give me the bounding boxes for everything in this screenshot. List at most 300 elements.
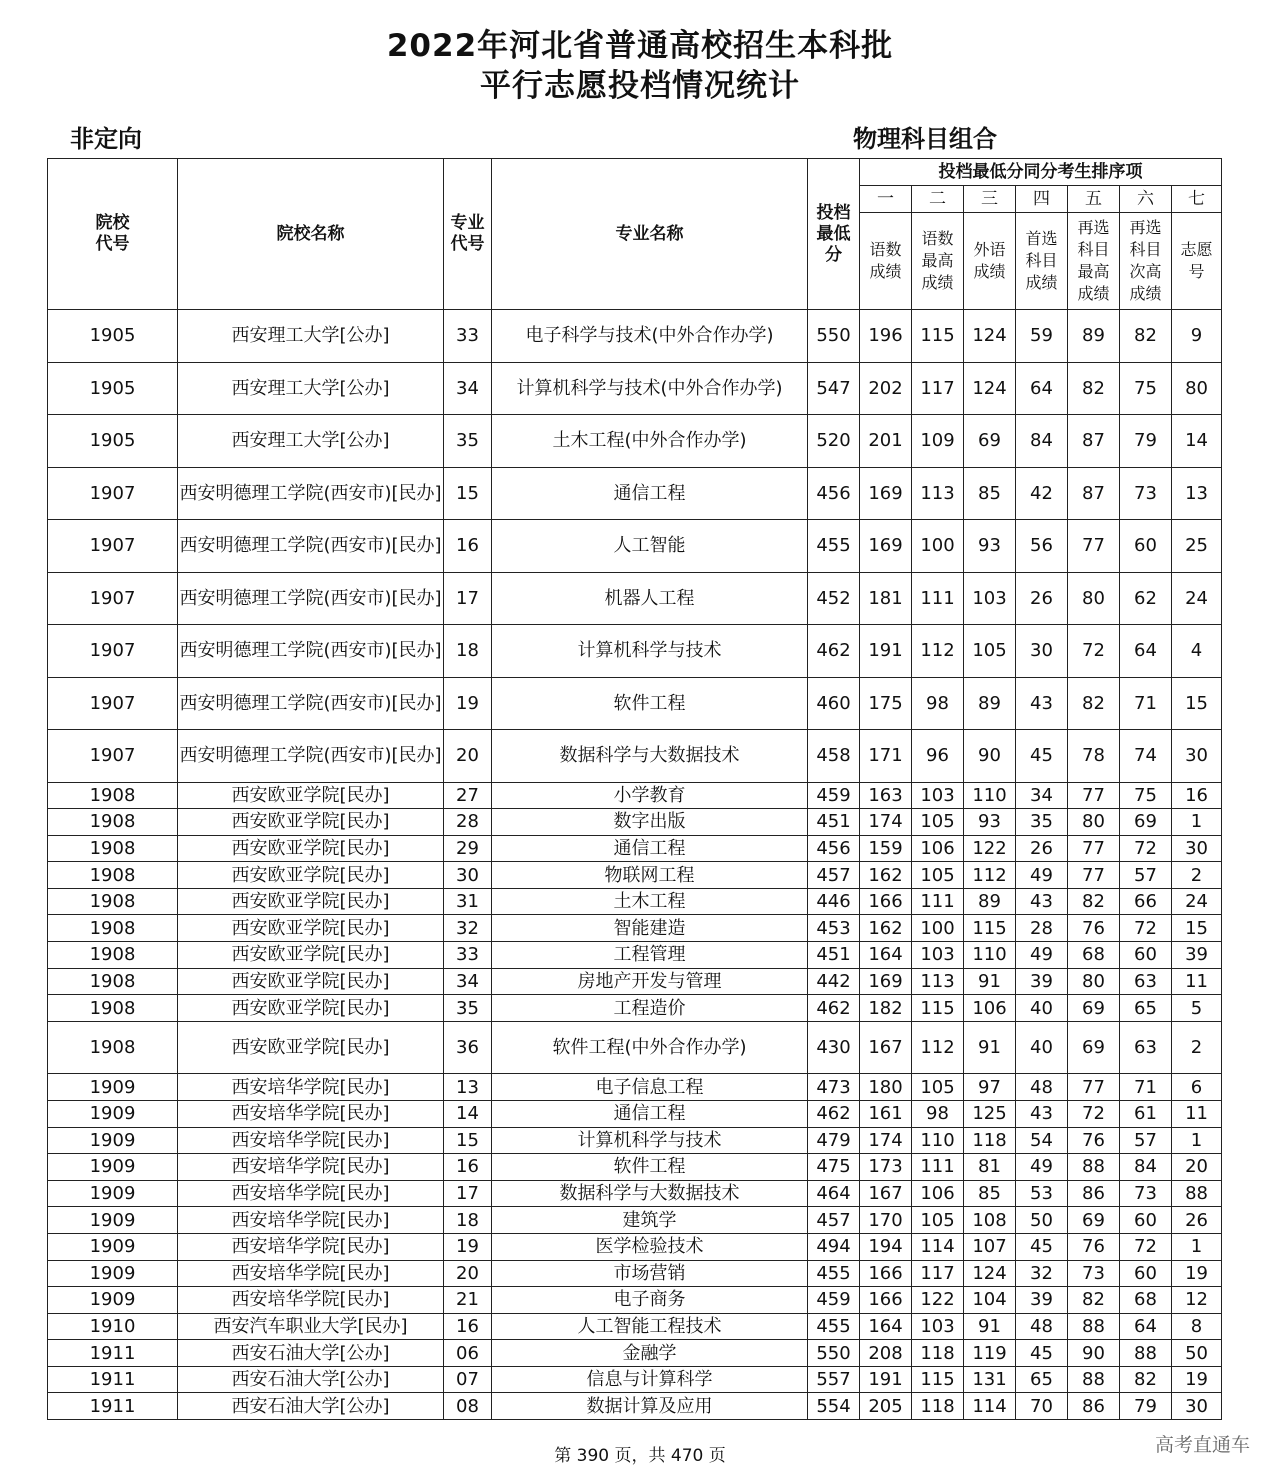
cell-score-7: 16 [1172, 782, 1222, 809]
cell-major-name: 土木工程 [492, 888, 808, 915]
cell-score-5: 87 [1068, 415, 1120, 468]
cell-score-5: 72 [1068, 1100, 1120, 1127]
cell-school-code: 1905 [48, 415, 178, 468]
cell-score-2: 105 [912, 809, 964, 836]
table-row [48, 1260, 1222, 1287]
cell-min-score: 464 [808, 1180, 860, 1207]
cell-score-4: 49 [1016, 942, 1068, 969]
cell-score-7: 13 [1172, 467, 1222, 520]
cell-score-6: 69 [1120, 809, 1172, 836]
cell-score-6: 63 [1120, 968, 1172, 995]
cell-score-6: 79 [1120, 415, 1172, 468]
page-footer: 第 390 页，共 470 页 [554, 1446, 726, 1466]
cell-min-score: 456 [808, 467, 860, 520]
cell-score-5: 72 [1068, 625, 1120, 678]
header-sub-7: 志愿号 [1172, 213, 1222, 310]
cell-score-2: 112 [912, 1021, 964, 1074]
header-num-2: 二 [912, 186, 964, 213]
cell-score-5: 73 [1068, 1260, 1120, 1287]
cell-score-6: 60 [1120, 1207, 1172, 1234]
cell-score-6: 75 [1120, 782, 1172, 809]
table-row [48, 862, 1222, 889]
cell-score-2: 111 [912, 572, 964, 625]
cell-score-3: 85 [964, 1180, 1016, 1207]
table-row [48, 520, 1222, 573]
watermark: 高考直通车 [1154, 1434, 1250, 1456]
cell-score-3: 93 [964, 520, 1016, 573]
cell-score-1: 167 [860, 1021, 912, 1074]
cell-score-4: 48 [1016, 1313, 1068, 1340]
cell-score-4: 40 [1016, 1021, 1068, 1074]
cell-score-6: 73 [1120, 1180, 1172, 1207]
cell-major-name: 小学教育 [492, 782, 808, 809]
cell-min-score: 547 [808, 362, 860, 415]
cell-score-4: 26 [1016, 572, 1068, 625]
cell-min-score: 459 [808, 1287, 860, 1314]
cell-score-4: 64 [1016, 362, 1068, 415]
table-row [48, 730, 1222, 783]
cell-score-5: 77 [1068, 1074, 1120, 1101]
cell-major-name: 金融学 [492, 1340, 808, 1367]
cell-score-2: 115 [912, 1366, 964, 1393]
cell-score-5: 80 [1068, 968, 1120, 995]
header-sub-3: 外语成绩 [964, 213, 1016, 310]
cell-major-code: 17 [444, 572, 492, 625]
cell-major-code: 31 [444, 888, 492, 915]
cell-major-code: 19 [444, 1233, 492, 1260]
cell-score-5: 69 [1068, 995, 1120, 1022]
cell-score-6: 79 [1120, 1393, 1172, 1420]
cell-major-code: 19 [444, 677, 492, 730]
cell-major-name: 土木工程(中外合作办学) [492, 415, 808, 468]
header-sub-5: 再选科目最高成绩 [1068, 213, 1120, 310]
cell-school-code: 1909 [48, 1154, 178, 1181]
table-row [48, 1366, 1222, 1393]
cell-min-score: 455 [808, 1260, 860, 1287]
cell-school-name: 西安欧亚学院[民办] [178, 915, 444, 942]
cell-score-4: 32 [1016, 1260, 1068, 1287]
cell-major-name: 工程管理 [492, 942, 808, 969]
cell-score-1: 174 [860, 1127, 912, 1154]
cell-major-code: 18 [444, 625, 492, 678]
cell-score-1: 180 [860, 1074, 912, 1101]
cell-major-code: 20 [444, 730, 492, 783]
cell-score-1: 169 [860, 520, 912, 573]
cell-school-name: 西安汽车职业大学[民办] [178, 1313, 444, 1340]
cell-score-1: 164 [860, 942, 912, 969]
cell-score-7: 11 [1172, 968, 1222, 995]
cell-school-name: 西安培华学院[民办] [178, 1260, 444, 1287]
cell-score-2: 113 [912, 968, 964, 995]
cell-min-score: 462 [808, 995, 860, 1022]
cell-school-name: 西安培华学院[民办] [178, 1287, 444, 1314]
cell-score-7: 30 [1172, 730, 1222, 783]
cell-score-6: 57 [1120, 862, 1172, 889]
table-row [48, 1393, 1222, 1420]
cell-score-7: 80 [1172, 362, 1222, 415]
cell-school-name: 西安明德理工学院(西安市)[民办] [178, 677, 444, 730]
cell-school-name: 西安石油大学[公办] [178, 1340, 444, 1367]
cell-score-7: 5 [1172, 995, 1222, 1022]
cell-major-code: 28 [444, 809, 492, 836]
cell-school-name: 西安培华学院[民办] [178, 1180, 444, 1207]
cell-major-code: 29 [444, 835, 492, 862]
cell-major-code: 15 [444, 467, 492, 520]
cell-score-7: 12 [1172, 1287, 1222, 1314]
cell-score-5: 77 [1068, 520, 1120, 573]
header-num-4: 四 [1016, 186, 1068, 213]
cell-score-6: 73 [1120, 467, 1172, 520]
table-body [48, 310, 1222, 1420]
cell-score-4: 48 [1016, 1074, 1068, 1101]
cell-score-3: 97 [964, 1074, 1016, 1101]
table-row [48, 1074, 1222, 1101]
cell-score-3: 89 [964, 677, 1016, 730]
cell-score-6: 71 [1120, 677, 1172, 730]
table-row [48, 1100, 1222, 1127]
cell-score-7: 19 [1172, 1260, 1222, 1287]
cell-score-1: 181 [860, 572, 912, 625]
cell-score-4: 50 [1016, 1207, 1068, 1234]
cell-min-score: 462 [808, 1100, 860, 1127]
cell-score-4: 54 [1016, 1127, 1068, 1154]
cell-score-5: 82 [1068, 888, 1120, 915]
header-num-3: 三 [964, 186, 1016, 213]
cell-school-code: 1908 [48, 862, 178, 889]
cell-score-2: 111 [912, 1154, 964, 1181]
cell-score-3: 119 [964, 1340, 1016, 1367]
cell-score-3: 122 [964, 835, 1016, 862]
header-tiebreak-group: 投档最低分同分考生排序项 [860, 159, 1222, 186]
category-label: 非定向 [70, 125, 142, 153]
cell-school-name: 西安欧亚学院[民办] [178, 888, 444, 915]
header-major-name: 专业名称 [492, 159, 808, 310]
cell-school-name: 西安欧亚学院[民办] [178, 782, 444, 809]
cell-score-3: 91 [964, 1313, 1016, 1340]
cell-score-3: 124 [964, 310, 1016, 363]
cell-score-1: 162 [860, 915, 912, 942]
cell-score-5: 88 [1068, 1313, 1120, 1340]
cell-school-name: 西安培华学院[民办] [178, 1207, 444, 1234]
cell-score-6: 65 [1120, 995, 1172, 1022]
cell-major-name: 通信工程 [492, 467, 808, 520]
cell-score-6: 62 [1120, 572, 1172, 625]
cell-score-5: 87 [1068, 467, 1120, 520]
cell-major-name: 市场营销 [492, 1260, 808, 1287]
cell-score-7: 1 [1172, 1233, 1222, 1260]
cell-score-2: 96 [912, 730, 964, 783]
cell-score-7: 1 [1172, 809, 1222, 836]
cell-major-name: 软件工程(中外合作办学) [492, 1021, 808, 1074]
cell-school-code: 1910 [48, 1313, 178, 1340]
cell-score-3: 118 [964, 1127, 1016, 1154]
cell-school-code: 1908 [48, 809, 178, 836]
cell-score-6: 61 [1120, 1100, 1172, 1127]
cell-score-7: 2 [1172, 862, 1222, 889]
cell-school-code: 1908 [48, 782, 178, 809]
cell-score-2: 115 [912, 995, 964, 1022]
cell-score-6: 82 [1120, 1366, 1172, 1393]
cell-score-2: 100 [912, 915, 964, 942]
cell-school-code: 1908 [48, 835, 178, 862]
cell-score-6: 60 [1120, 1260, 1172, 1287]
cell-school-name: 西安培华学院[民办] [178, 1127, 444, 1154]
cell-min-score: 452 [808, 572, 860, 625]
cell-score-1: 163 [860, 782, 912, 809]
header-num-7: 七 [1172, 186, 1222, 213]
cell-major-name: 计算机科学与技术 [492, 1127, 808, 1154]
cell-score-1: 161 [860, 1100, 912, 1127]
table-row [48, 1340, 1222, 1367]
table-row [48, 888, 1222, 915]
cell-score-1: 169 [860, 467, 912, 520]
cell-score-3: 124 [964, 362, 1016, 415]
cell-school-name: 西安培华学院[民办] [178, 1100, 444, 1127]
cell-min-score: 475 [808, 1154, 860, 1181]
cell-score-3: 107 [964, 1233, 1016, 1260]
cell-min-score: 451 [808, 809, 860, 836]
admission-table [47, 158, 1222, 1420]
cell-major-code: 07 [444, 1366, 492, 1393]
table-row [48, 415, 1222, 468]
cell-score-3: 105 [964, 625, 1016, 678]
cell-school-code: 1907 [48, 467, 178, 520]
cell-major-name: 软件工程 [492, 1154, 808, 1181]
cell-score-5: 89 [1068, 310, 1120, 363]
cell-major-name: 数据科学与大数据技术 [492, 1180, 808, 1207]
cell-min-score: 459 [808, 782, 860, 809]
cell-score-5: 88 [1068, 1366, 1120, 1393]
cell-major-name: 智能建造 [492, 915, 808, 942]
cell-score-6: 75 [1120, 362, 1172, 415]
cell-major-name: 工程造价 [492, 995, 808, 1022]
cell-score-1: 166 [860, 1287, 912, 1314]
cell-score-7: 30 [1172, 1393, 1222, 1420]
cell-min-score: 550 [808, 310, 860, 363]
cell-score-4: 26 [1016, 835, 1068, 862]
cell-min-score: 455 [808, 520, 860, 573]
cell-score-2: 105 [912, 1074, 964, 1101]
cell-school-name: 西安明德理工学院(西安市)[民办] [178, 467, 444, 520]
cell-score-4: 39 [1016, 968, 1068, 995]
table-row [48, 467, 1222, 520]
cell-score-7: 11 [1172, 1100, 1222, 1127]
cell-major-code: 30 [444, 862, 492, 889]
cell-school-code: 1909 [48, 1180, 178, 1207]
table-row [48, 1021, 1222, 1074]
header-sub-6: 再选科目次高成绩 [1120, 213, 1172, 310]
cell-min-score: 456 [808, 835, 860, 862]
cell-score-4: 28 [1016, 915, 1068, 942]
cell-min-score: 457 [808, 1207, 860, 1234]
cell-school-code: 1908 [48, 968, 178, 995]
cell-school-name: 西安石油大学[公办] [178, 1366, 444, 1393]
cell-major-name: 数据科学与大数据技术 [492, 730, 808, 783]
cell-score-6: 72 [1120, 1233, 1172, 1260]
cell-score-7: 1 [1172, 1127, 1222, 1154]
cell-school-name: 西安明德理工学院(西安市)[民办] [178, 520, 444, 573]
cell-school-code: 1908 [48, 915, 178, 942]
cell-score-7: 30 [1172, 835, 1222, 862]
cell-score-3: 110 [964, 942, 1016, 969]
cell-school-code: 1908 [48, 942, 178, 969]
table-row [48, 809, 1222, 836]
cell-score-5: 80 [1068, 572, 1120, 625]
cell-major-code: 17 [444, 1180, 492, 1207]
cell-score-2: 100 [912, 520, 964, 573]
cell-score-5: 88 [1068, 1154, 1120, 1181]
cell-major-code: 33 [444, 942, 492, 969]
cell-score-6: 71 [1120, 1074, 1172, 1101]
cell-major-code: 16 [444, 1313, 492, 1340]
cell-score-1: 174 [860, 809, 912, 836]
cell-major-code: 35 [444, 995, 492, 1022]
cell-school-code: 1909 [48, 1287, 178, 1314]
cell-score-4: 30 [1016, 625, 1068, 678]
cell-school-code: 1907 [48, 520, 178, 573]
cell-score-4: 65 [1016, 1366, 1068, 1393]
table-row [48, 362, 1222, 415]
cell-score-7: 2 [1172, 1021, 1222, 1074]
cell-score-3: 93 [964, 809, 1016, 836]
cell-score-2: 109 [912, 415, 964, 468]
cell-school-name: 西安欧亚学院[民办] [178, 995, 444, 1022]
cell-score-5: 77 [1068, 835, 1120, 862]
cell-school-code: 1911 [48, 1393, 178, 1420]
cell-school-name: 西安欧亚学院[民办] [178, 835, 444, 862]
cell-score-4: 59 [1016, 310, 1068, 363]
cell-score-5: 86 [1068, 1393, 1120, 1420]
cell-score-4: 39 [1016, 1287, 1068, 1314]
header-num-6: 六 [1120, 186, 1172, 213]
cell-score-1: 169 [860, 968, 912, 995]
cell-school-name: 西安培华学院[民办] [178, 1074, 444, 1101]
table-row [48, 915, 1222, 942]
cell-min-score: 453 [808, 915, 860, 942]
cell-school-code: 1909 [48, 1074, 178, 1101]
cell-school-code: 1907 [48, 572, 178, 625]
table-row [48, 1127, 1222, 1154]
cell-score-6: 68 [1120, 1287, 1172, 1314]
cell-score-2: 110 [912, 1127, 964, 1154]
cell-score-2: 122 [912, 1287, 964, 1314]
header-num-1: 一 [860, 186, 912, 213]
cell-score-6: 74 [1120, 730, 1172, 783]
cell-score-4: 49 [1016, 1154, 1068, 1181]
cell-score-1: 175 [860, 677, 912, 730]
cell-school-name: 西安理工大学[公办] [178, 310, 444, 363]
table-row [48, 625, 1222, 678]
cell-school-code: 1909 [48, 1233, 178, 1260]
cell-major-code: 16 [444, 1154, 492, 1181]
cell-score-4: 42 [1016, 467, 1068, 520]
cell-score-6: 64 [1120, 625, 1172, 678]
cell-score-5: 77 [1068, 862, 1120, 889]
cell-major-code: 20 [444, 1260, 492, 1287]
header-sub-4: 首选科目成绩 [1016, 213, 1068, 310]
cell-school-code: 1911 [48, 1340, 178, 1367]
cell-score-1: 202 [860, 362, 912, 415]
cell-min-score: 479 [808, 1127, 860, 1154]
cell-score-7: 24 [1172, 572, 1222, 625]
cell-major-name: 通信工程 [492, 835, 808, 862]
cell-major-code: 16 [444, 520, 492, 573]
cell-school-name: 西安明德理工学院(西安市)[民办] [178, 572, 444, 625]
page-title-line1: 2022年河北省普通高校招生本科批 [386, 28, 894, 64]
cell-major-code: 08 [444, 1393, 492, 1420]
cell-score-7: 14 [1172, 415, 1222, 468]
cell-score-3: 89 [964, 888, 1016, 915]
cell-score-6: 63 [1120, 1021, 1172, 1074]
cell-score-1: 159 [860, 835, 912, 862]
cell-score-7: 26 [1172, 1207, 1222, 1234]
cell-score-2: 103 [912, 782, 964, 809]
cell-major-name: 医学检验技术 [492, 1233, 808, 1260]
table-row [48, 782, 1222, 809]
cell-score-1: 164 [860, 1313, 912, 1340]
cell-score-5: 78 [1068, 730, 1120, 783]
cell-major-code: 36 [444, 1021, 492, 1074]
cell-score-1: 166 [860, 1260, 912, 1287]
table-row [48, 1154, 1222, 1181]
cell-school-name: 西安培华学院[民办] [178, 1154, 444, 1181]
cell-score-6: 64 [1120, 1313, 1172, 1340]
cell-score-2: 103 [912, 942, 964, 969]
cell-score-2: 118 [912, 1393, 964, 1420]
cell-school-name: 西安欧亚学院[民办] [178, 862, 444, 889]
cell-score-4: 45 [1016, 730, 1068, 783]
cell-score-1: 208 [860, 1340, 912, 1367]
cell-score-1: 191 [860, 625, 912, 678]
header-sub-2: 语数最高成绩 [912, 213, 964, 310]
cell-score-2: 105 [912, 1207, 964, 1234]
cell-score-6: 72 [1120, 915, 1172, 942]
cell-score-4: 56 [1016, 520, 1068, 573]
cell-major-name: 电子科学与技术(中外合作办学) [492, 310, 808, 363]
header-min-score: 投档最低分 [808, 159, 860, 310]
cell-score-1: 173 [860, 1154, 912, 1181]
cell-score-2: 105 [912, 862, 964, 889]
cell-score-3: 91 [964, 1021, 1016, 1074]
cell-min-score: 494 [808, 1233, 860, 1260]
cell-min-score: 462 [808, 625, 860, 678]
cell-score-2: 106 [912, 835, 964, 862]
cell-major-code: 34 [444, 362, 492, 415]
cell-school-name: 西安欧亚学院[民办] [178, 1021, 444, 1074]
cell-score-4: 84 [1016, 415, 1068, 468]
table-row [48, 968, 1222, 995]
cell-score-2: 112 [912, 625, 964, 678]
cell-major-name: 电子商务 [492, 1287, 808, 1314]
cell-score-1: 205 [860, 1393, 912, 1420]
cell-score-3: 104 [964, 1287, 1016, 1314]
cell-score-4: 45 [1016, 1340, 1068, 1367]
cell-score-6: 60 [1120, 942, 1172, 969]
cell-min-score: 550 [808, 1340, 860, 1367]
cell-score-7: 19 [1172, 1366, 1222, 1393]
cell-major-code: 18 [444, 1207, 492, 1234]
subject-combo-label: 物理科目组合 [853, 125, 997, 153]
cell-major-name: 物联网工程 [492, 862, 808, 889]
cell-major-name: 计算机科学与技术(中外合作办学) [492, 362, 808, 415]
cell-school-name: 西安理工大学[公办] [178, 415, 444, 468]
cell-score-2: 114 [912, 1233, 964, 1260]
cell-score-2: 117 [912, 362, 964, 415]
cell-score-2: 113 [912, 467, 964, 520]
cell-score-1: 166 [860, 888, 912, 915]
cell-major-name: 人工智能 [492, 520, 808, 573]
cell-score-2: 103 [912, 1313, 964, 1340]
